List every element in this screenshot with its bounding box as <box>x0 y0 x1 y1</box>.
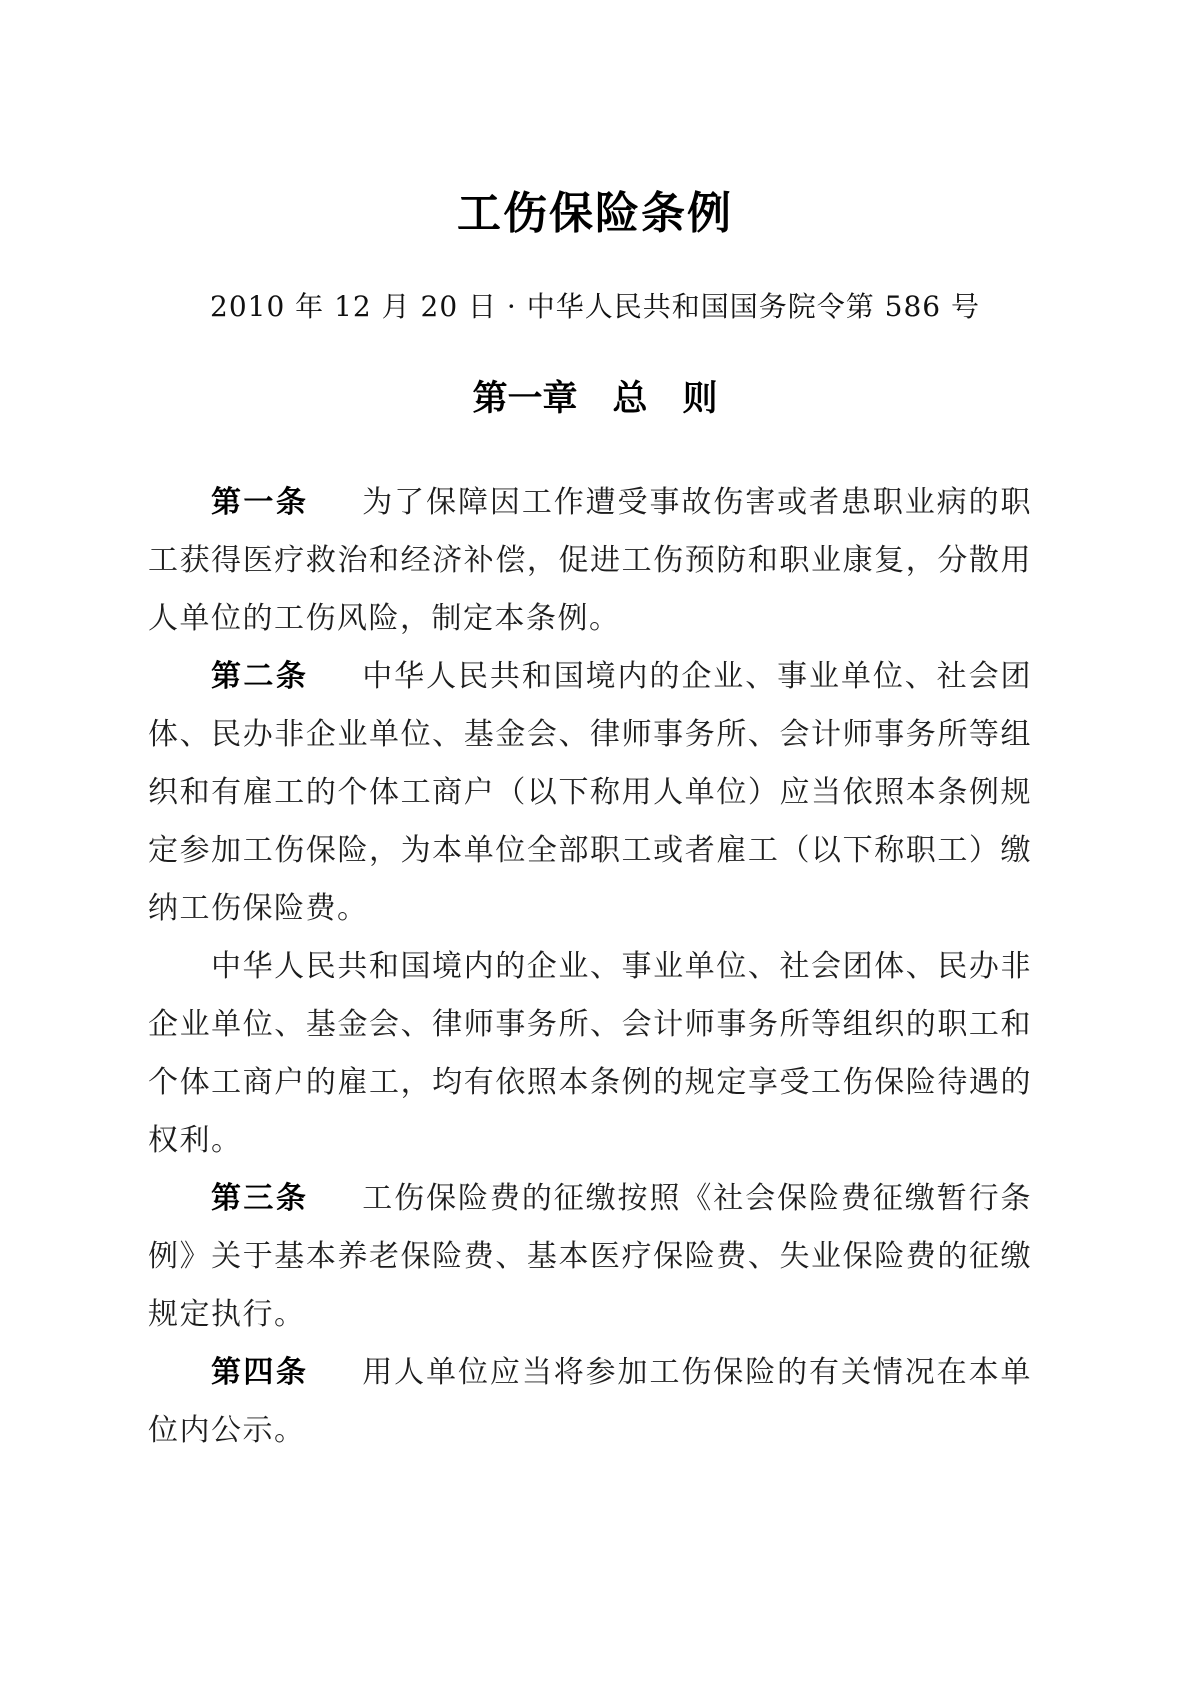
article-number-4: 第三条 <box>211 1180 309 1216</box>
article-text-4: 工伤保险费的征缴按照《社会保险费征缴暂行条例》关于基本养老保险费、基本医疗保险费、失业保险费的征缴规定执行。 <box>148 1180 1033 1332</box>
article-paragraph-5 <box>148 1344 1032 1460</box>
article-text-5: 用人单位应当将参加工伤保险的有关情况在本单位内公示。 <box>148 1354 1033 1448</box>
article-paragraph-4 <box>148 1170 1032 1344</box>
article-number-1: 第一条 <box>211 484 309 520</box>
article-text-1: 为了保障因工作遭受事故伤害或者患职业病的职工获得医疗救治和经济补偿，促进工伤预防和职业康复，分散用人单位的工伤风险，制定本条例。 <box>148 484 1033 636</box>
article-paragraph-3 <box>148 938 1032 1170</box>
article-text-2: 中华人民共和国境内的企业、事业单位、社会团体、民办非企业单位、基金会、律师事务所、会计师事务所等组织和有雇工的个体工商户（以下称用人单位）应当依照本条例规定参加工伤保险，为本单位全部职工或者雇工（以下称职工）缴纳工伤保险费。 <box>148 658 1033 926</box>
article-text-3: 中华人民共和国境内的企业、事业单位、社会团体、民办非企业单位、基金会、律师事务所、会计师事务所等组织的职工和个体工商户的雇工，均有依照本条例的规定享受工伤保险待遇的权利。 <box>148 948 1032 1158</box>
document-title: 工伤保险条例 <box>457 188 733 239</box>
chapter-heading: 第一章 总 则 <box>472 378 718 419</box>
document-subtitle: 2010 年 12 月 20 日 · 中华人民共和国国务院令第 586 号 <box>210 290 980 324</box>
article-number-5: 第四条 <box>211 1354 309 1390</box>
article-paragraph-1 <box>148 474 1032 648</box>
article-number-2: 第二条 <box>211 658 309 694</box>
article-paragraph-2 <box>148 648 1032 938</box>
document-body <box>148 474 1032 1460</box>
